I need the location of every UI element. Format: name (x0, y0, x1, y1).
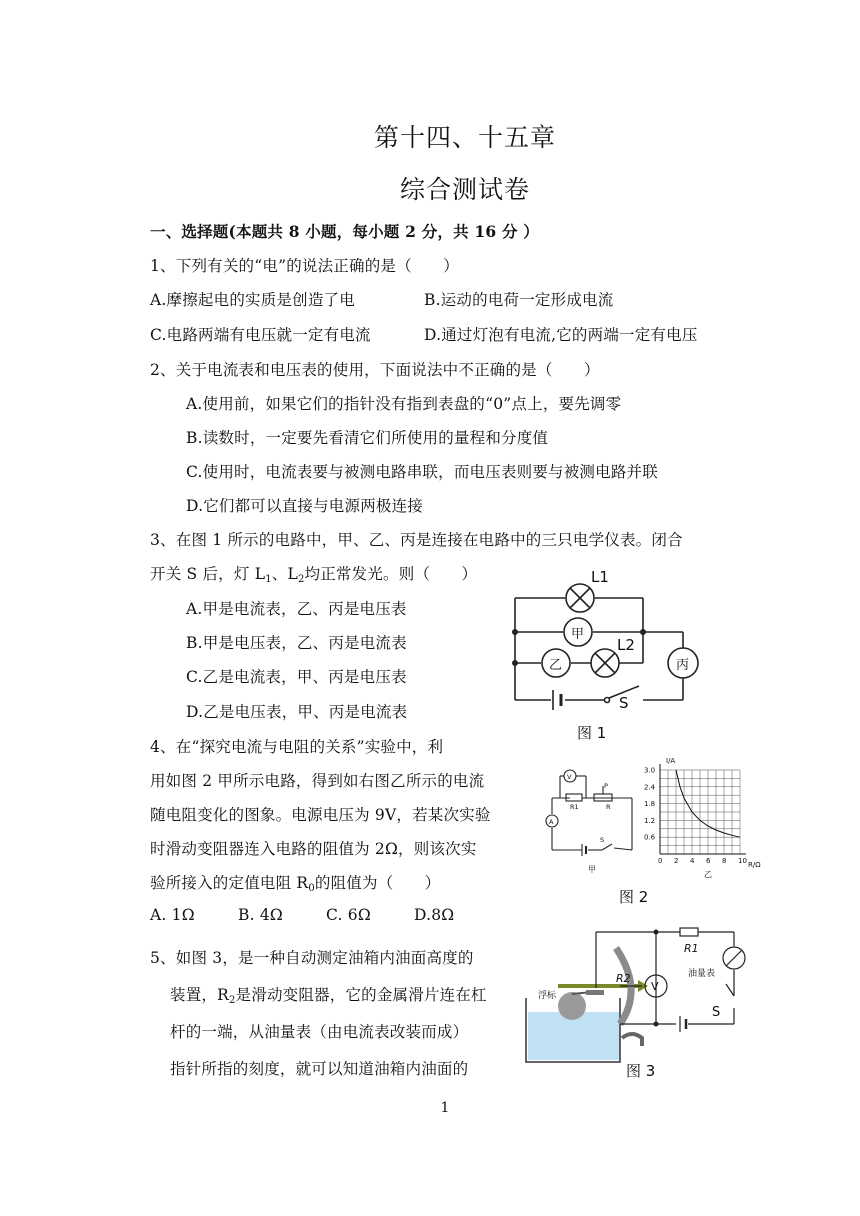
figure-2-chart (640, 752, 768, 880)
q2-option-d: D.它们都可以直接与电源两极连接 (186, 497, 424, 515)
q3-option-b: B.甲是电压表，乙、丙是电流表 (186, 634, 407, 652)
q5-line-2: 装置，$R_2$是滑动变阻器，它的金属滑片连在杠 (170, 986, 487, 1006)
figure-3-caption: 图 3 (626, 1062, 656, 1080)
q5-line-1: 5、如图 3，是一种自动测定油箱内油面高度的 (150, 949, 474, 967)
q1-option-a: A.摩擦起电的实质是创造了电 (150, 291, 355, 309)
q2-option-a: A.使用前，如果它们的指针没有指到表盘的“0”点上，要先调零 (186, 395, 622, 413)
fig2-x-tick-label: 2 (674, 857, 679, 865)
q3-option-a: A.甲是电流表，乙、丙是电压表 (186, 600, 407, 618)
q1-option-c: C.电路两端有电压就一定有电流 (150, 326, 371, 344)
figure-2-circuit (540, 768, 640, 878)
fig3-r1-label: R1 (684, 942, 699, 955)
q4-option-c: C. 6Ω (326, 906, 371, 924)
fig3-voltmeter-label: V (651, 980, 659, 993)
fig3-r2-label: R2 (616, 972, 631, 985)
fig2-y-tick-label: 0.6 (644, 833, 656, 842)
fig2-sub-caption-yi: 乙 (704, 870, 712, 879)
section-heading: 一、选择题(本题共 8 小题，每小题 2 分，共 16 分 ） (150, 222, 539, 241)
fig1-label-L2: L2 (617, 636, 635, 654)
fig2-y-tick-label: 1.2 (644, 816, 656, 825)
fig3-switch-label: S (712, 1005, 721, 1020)
q1-option-b: B.运动的电荷一定形成电流 (424, 291, 614, 309)
q4-option-b: B. 4Ω (238, 906, 283, 924)
fig2-s-label: S (600, 836, 605, 844)
title-line-1: 第十四、十五章 (373, 123, 556, 152)
fig2-x-axis-label: R/Ω (748, 861, 761, 869)
q4-line-3: 随电阻变化的图象。电源电压为 9V，若某次实验 (150, 806, 491, 824)
title-line-2: 综合测试卷 (399, 175, 530, 204)
fig1-meter-yi: 乙 (549, 658, 563, 673)
fig1-label-L1: L1 (591, 568, 609, 586)
q3-option-d: D.乙是电压表，甲、丙是电流表 (186, 703, 408, 721)
fig2-y-tick-label: 2.4 (644, 783, 656, 792)
q4-line-4: 时滑动变阻器连入电路的阻值为 2Ω，则该次实 (150, 840, 477, 858)
q1-option-d: D.通过灯泡有电流,它的两端一定有电压 (424, 326, 698, 344)
fig1-switch-label: S (619, 694, 629, 712)
q3-option-c: C.乙是电流表，甲、丙是电压表 (186, 668, 407, 686)
q3-stem-line-1: 3、在图 1 所示的电路中，甲、乙、丙是连接在电路中的三只电学仪表。闭合 (150, 531, 683, 549)
q2-option-c: C.使用时，电流表要与被测电路串联，而电压表则要与被测电路并联 (186, 463, 658, 481)
fig2-r-label: R (606, 803, 611, 811)
q5-line-4: 指针所指的刻度，就可以知道油箱内油面的 (170, 1060, 469, 1078)
fig2-x-tick-label: 10 (738, 857, 747, 865)
q2-option-b: B.读数时，一定要先看清它们所使用的量程和分度值 (186, 429, 549, 447)
fig2-x-tick-label: 6 (706, 857, 711, 865)
fig2-ammeter-label: A (549, 818, 554, 826)
fig2-y-tick-label: 1.8 (644, 800, 656, 809)
q1-stem: 1、下列有关的“电”的说法正确的是（ ） (150, 257, 459, 275)
q4-option-a: A. 1Ω (150, 906, 195, 924)
fig2-y-tick-label: 3.0 (644, 766, 656, 775)
fig2-voltmeter-label: V (567, 773, 572, 781)
q3-stem-line-2: 开关 S 后，灯 $L_1$、$L_2$均正常发光。则（ ） (150, 565, 478, 585)
fig1-meter-bing: 丙 (676, 658, 690, 673)
fig2-p-label: P (604, 782, 608, 790)
figure-1-circuit (505, 560, 705, 745)
figure-2-caption: 图 2 (619, 888, 649, 906)
q2-stem: 2、关于电流表和电压表的使用，下面说法中不正确的是（ ） (150, 361, 600, 379)
fig3-float-label: 浮标 (538, 991, 557, 1001)
fig1-meter-jia: 甲 (571, 627, 585, 642)
fig2-x-tick-label: 8 (722, 857, 727, 865)
figure-1-caption: 图 1 (577, 724, 607, 742)
fig2-y-axis-label: I/A (666, 757, 676, 765)
q4-line-2: 用如图 2 甲所示电路，得到如右图乙所示的电流 (150, 772, 485, 790)
fig2-x-tick-label: 4 (690, 857, 695, 865)
page-number: 1 (440, 1100, 450, 1116)
q4-line-5: 验所接入的定值电阻 $R_0$的阻值为（ ） (150, 874, 441, 894)
fig2-r1-label: R1 (570, 803, 579, 811)
fig2-sub-caption-jia: 甲 (588, 865, 596, 874)
q4-option-d: D.8Ω (414, 906, 455, 924)
fig2-x-tick-label: 0 (658, 857, 663, 865)
q5-line-3: 杆的一端，从油量表（由电流表改装而成） (170, 1023, 469, 1041)
q4-line-1: 4、在“探究电流与电阻的关系”实验中，利 (150, 738, 444, 756)
fig3-gauge-label: 油量表 (688, 969, 716, 979)
